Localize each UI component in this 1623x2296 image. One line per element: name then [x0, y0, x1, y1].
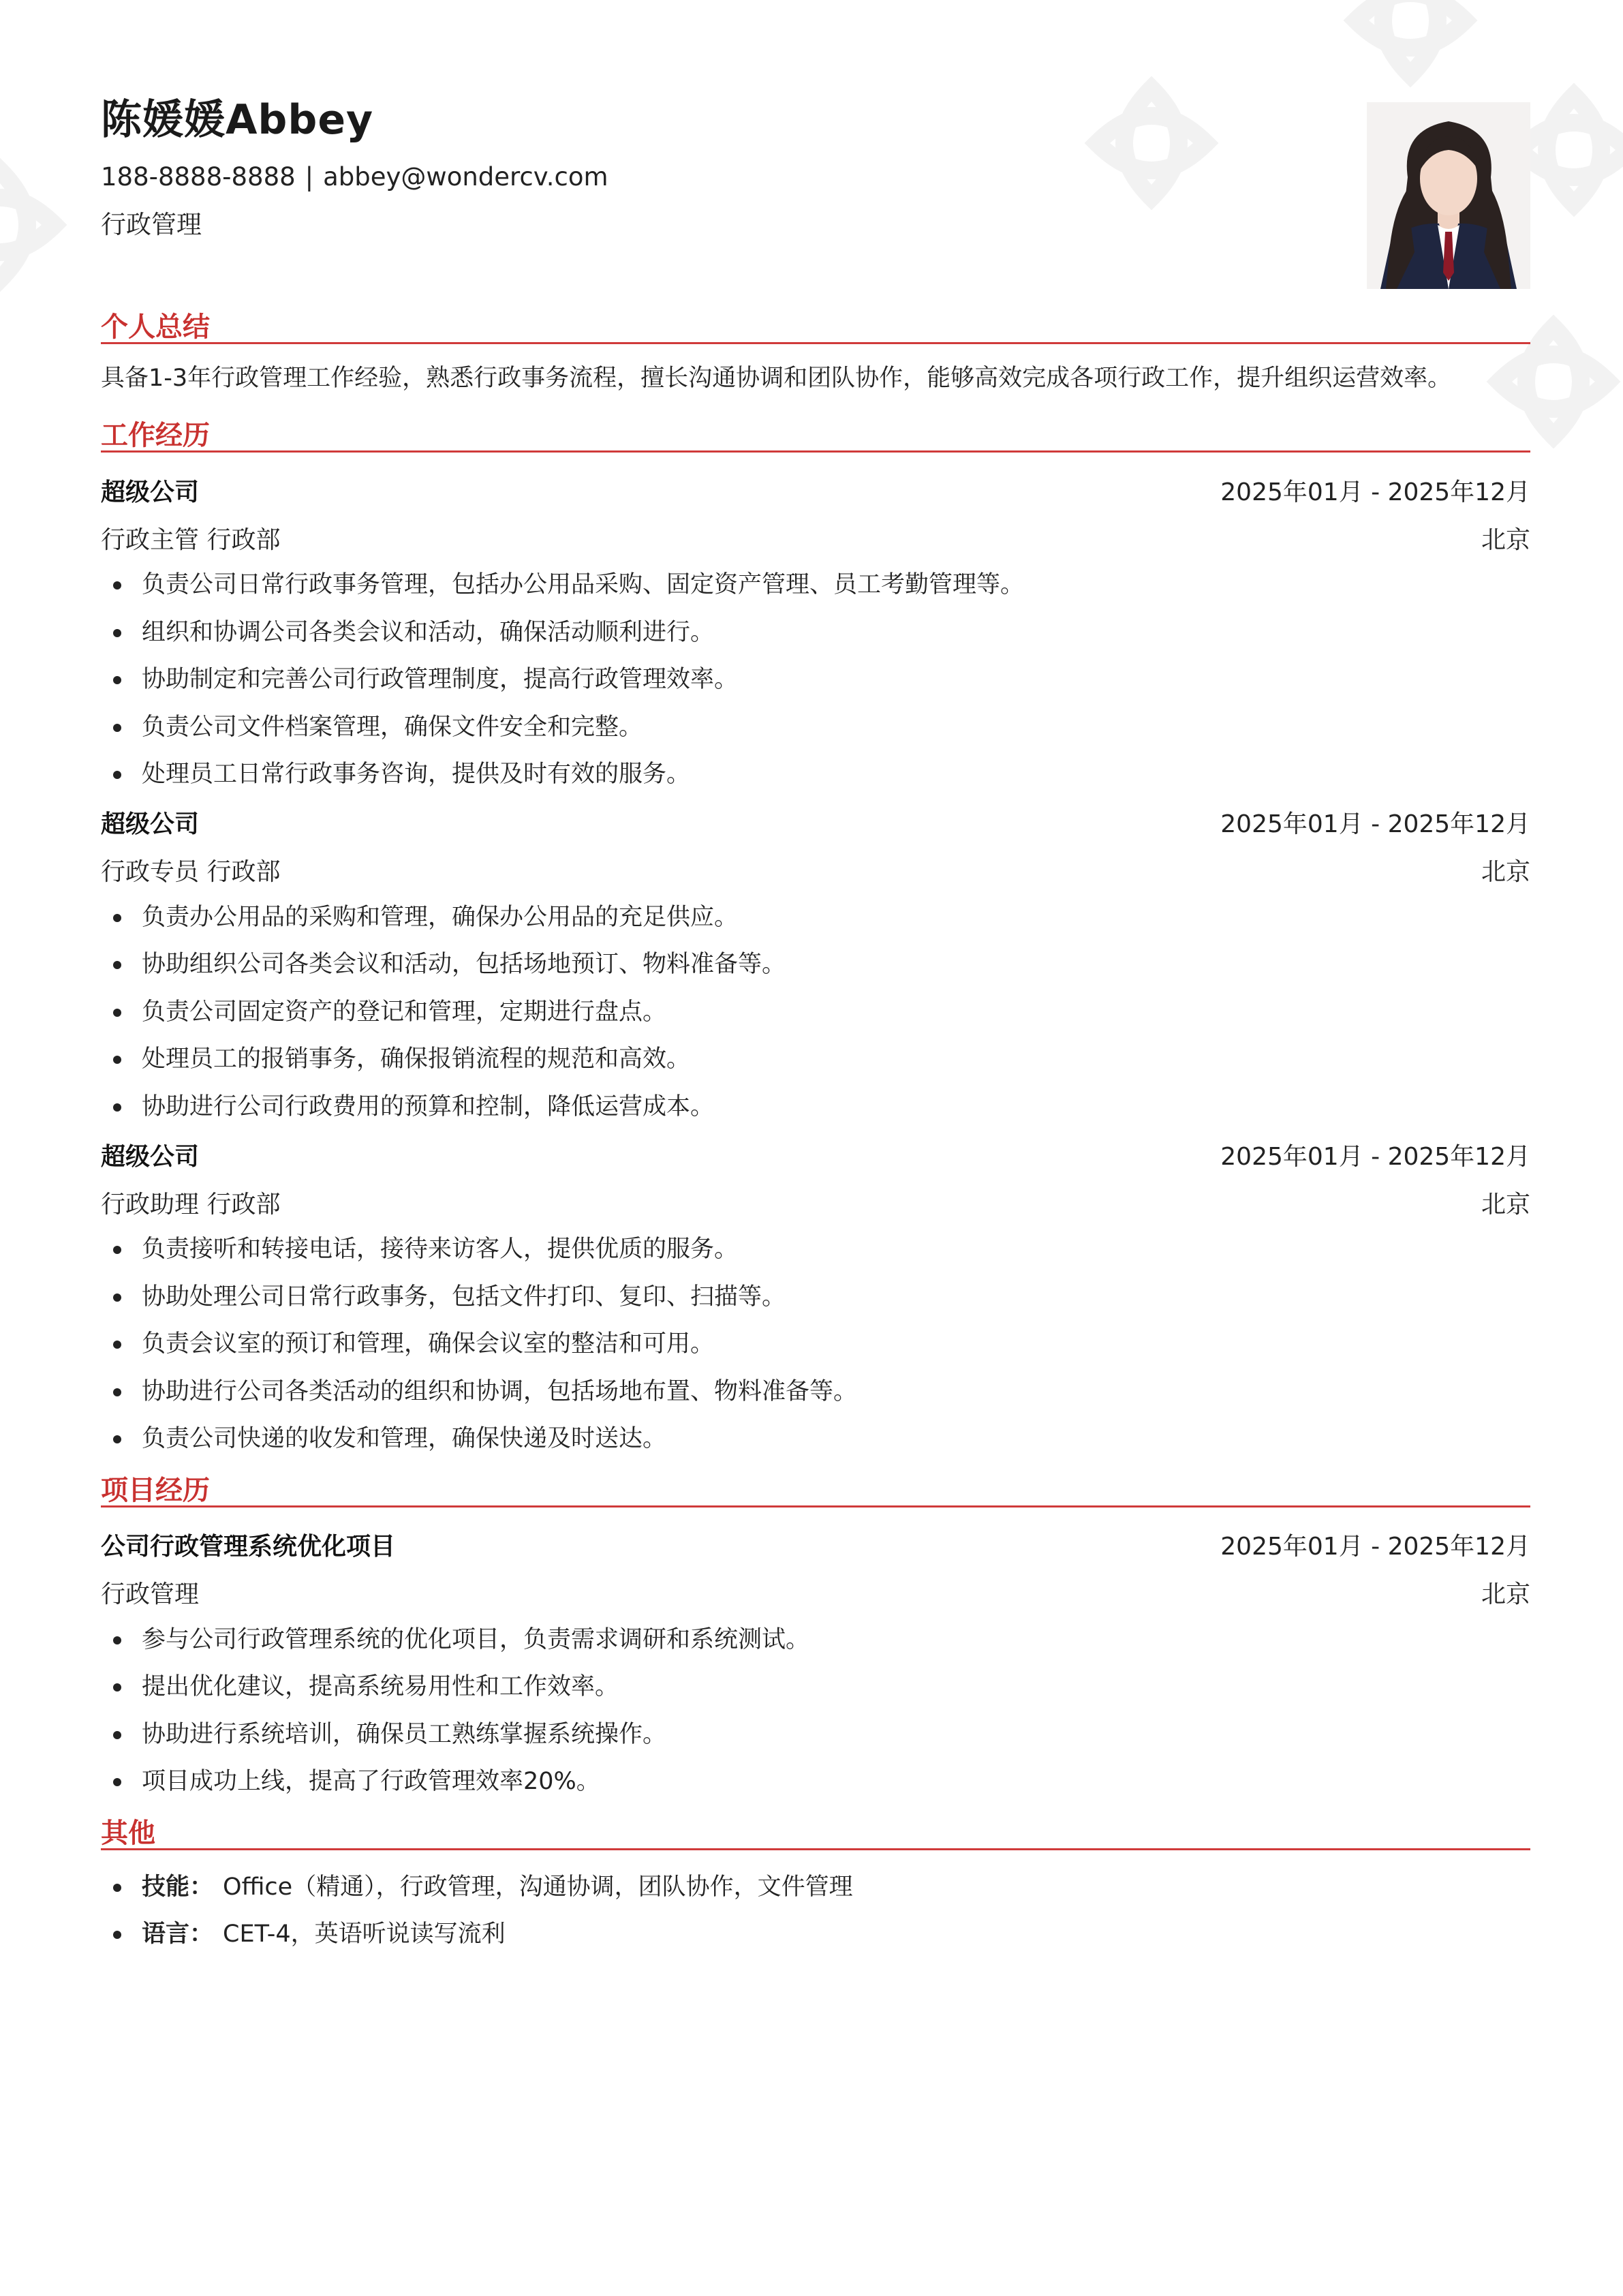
project-entry-header [101, 1521, 1530, 1569]
bullet-item: 协助制定和完善公司行政管理制度，提高行政管理效率。 [101, 656, 1530, 704]
summary-section [101, 300, 1530, 399]
projects-heading [101, 1463, 1530, 1507]
date-range: 2025年01月 - 2025年12月 [1220, 1142, 1530, 1171]
company-name: 超级公司 [101, 478, 200, 506]
language-value: CET-4，英语听说读写流利 [223, 1920, 506, 1948]
bullet-item: 负责公司文件档案管理，确保文件安全和完整。 [101, 704, 1530, 752]
resume-page [101, 0, 1530, 1959]
location: 北京 [1481, 1190, 1530, 1219]
bullet-item: 处理员工的报销事务，确保报销流程的规范和高效。 [101, 1036, 1530, 1084]
work-entry-subheader [101, 514, 1530, 562]
location: 北京 [1481, 858, 1530, 886]
language-item [101, 1911, 1530, 1959]
position-title: 行政主管 行政部 [101, 525, 281, 554]
profile-photo [1367, 102, 1530, 289]
company-name: 超级公司 [101, 810, 200, 838]
project-entry [101, 1521, 1530, 1806]
skills-label: 技能： [142, 1873, 214, 1901]
work-entry-header [101, 466, 1530, 514]
skills-value: Office（精通），行政管理，沟通协调，团队协作，文件管理 [223, 1873, 853, 1901]
contact-line [101, 162, 608, 192]
project-role: 行政管理 [101, 1580, 200, 1608]
summary-title: 个人总结 [101, 311, 210, 343]
bullet-item: 协助进行公司行政费用的预算和控制，降低运营成本。 [101, 1084, 1530, 1131]
bullet-item: 提出优化建议，提高系统易用性和工作效率。 [101, 1664, 1530, 1711]
date-range: 2025年01月 - 2025年12月 [1220, 1533, 1530, 1561]
work-heading [101, 408, 1530, 453]
phone-number: 188-8888-8888 [101, 162, 296, 192]
email-address: abbey@wondercv.com [323, 162, 608, 192]
bullet-item: 组织和协调公司各类会议和活动，确保活动顺利进行。 [101, 609, 1530, 657]
project-name: 公司行政管理系统优化项目 [101, 1533, 396, 1561]
skills-item [101, 1864, 1530, 1912]
bullet-item: 负责公司快递的收发和管理，确保快递及时送达。 [101, 1415, 1530, 1463]
company-name: 超级公司 [101, 1142, 200, 1171]
bullet-item: 协助处理公司日常行政事务，包括文件打印、复印、扫描等。 [101, 1274, 1530, 1321]
date-range: 2025年01月 - 2025年12月 [1220, 810, 1530, 838]
projects-section [101, 1463, 1530, 1806]
bullet-list [101, 1226, 1530, 1463]
bullet-item: 处理员工日常行政事务咨询，提供及时有效的服务。 [101, 751, 1530, 799]
work-entry [101, 1131, 1530, 1463]
other-title: 其他 [101, 1817, 155, 1849]
position-title: 行政助理 行政部 [101, 1190, 281, 1219]
bullet-item: 参与公司行政管理系统的优化项目，负责需求调研和系统测试。 [101, 1617, 1530, 1664]
work-entry [101, 799, 1530, 1131]
bullet-item: 负责接听和转接电话，接待来访客人，提供优质的服务。 [101, 1226, 1530, 1274]
bullet-item: 负责公司固定资产的登记和管理，定期进行盘点。 [101, 989, 1530, 1037]
work-section [101, 408, 1530, 1463]
bullet-list [101, 1617, 1530, 1806]
resume-header [101, 0, 1530, 300]
date-range: 2025年01月 - 2025年12月 [1220, 478, 1530, 506]
work-entry-subheader [101, 846, 1530, 894]
job-intention: 行政管理 [101, 210, 202, 239]
work-title: 工作经历 [101, 420, 210, 451]
project-entry-subheader [101, 1569, 1530, 1617]
location: 北京 [1481, 1580, 1530, 1608]
work-entry [101, 466, 1530, 799]
projects-title: 项目经历 [101, 1474, 210, 1506]
contact-separator: | [305, 162, 314, 192]
other-heading [101, 1806, 1530, 1850]
bullet-item: 负责会议室的预订和管理，确保会议室的整洁和可用。 [101, 1321, 1530, 1368]
bullet-item: 负责公司日常行政事务管理，包括办公用品采购、固定资产管理、员工考勤管理等。 [101, 562, 1530, 609]
work-entry-subheader [101, 1178, 1530, 1226]
other-list [101, 1864, 1530, 1959]
bullet-item: 负责办公用品的采购和管理，确保办公用品的充足供应。 [101, 894, 1530, 942]
summary-heading [101, 300, 1530, 344]
bullet-item: 协助进行公司各类活动的组织和协调，包括场地布置、物料准备等。 [101, 1368, 1530, 1416]
bullet-list [101, 562, 1530, 799]
candidate-name: 陈媛媛Abbey [101, 96, 374, 144]
work-entry-header [101, 1131, 1530, 1178]
position-title: 行政专员 行政部 [101, 858, 281, 886]
bullet-list [101, 894, 1530, 1131]
work-entry-header [101, 799, 1530, 846]
bullet-item: 协助组织公司各类会议和活动，包括场地预订、物料准备等。 [101, 941, 1530, 989]
language-label: 语言： [142, 1920, 214, 1948]
bullet-item: 协助进行系统培训，确保员工熟练掌握系统操作。 [101, 1711, 1530, 1759]
other-section [101, 1806, 1530, 1959]
location: 北京 [1481, 525, 1530, 554]
summary-text: 具备1-3年行政管理工作经验，熟悉行政事务流程，擅长沟通协调和团队协作，能够高效完成各项行政工作，提升组织运营效率。 [101, 365, 1452, 392]
bullet-item: 项目成功上线，提高了行政管理效率20%。 [101, 1758, 1530, 1806]
